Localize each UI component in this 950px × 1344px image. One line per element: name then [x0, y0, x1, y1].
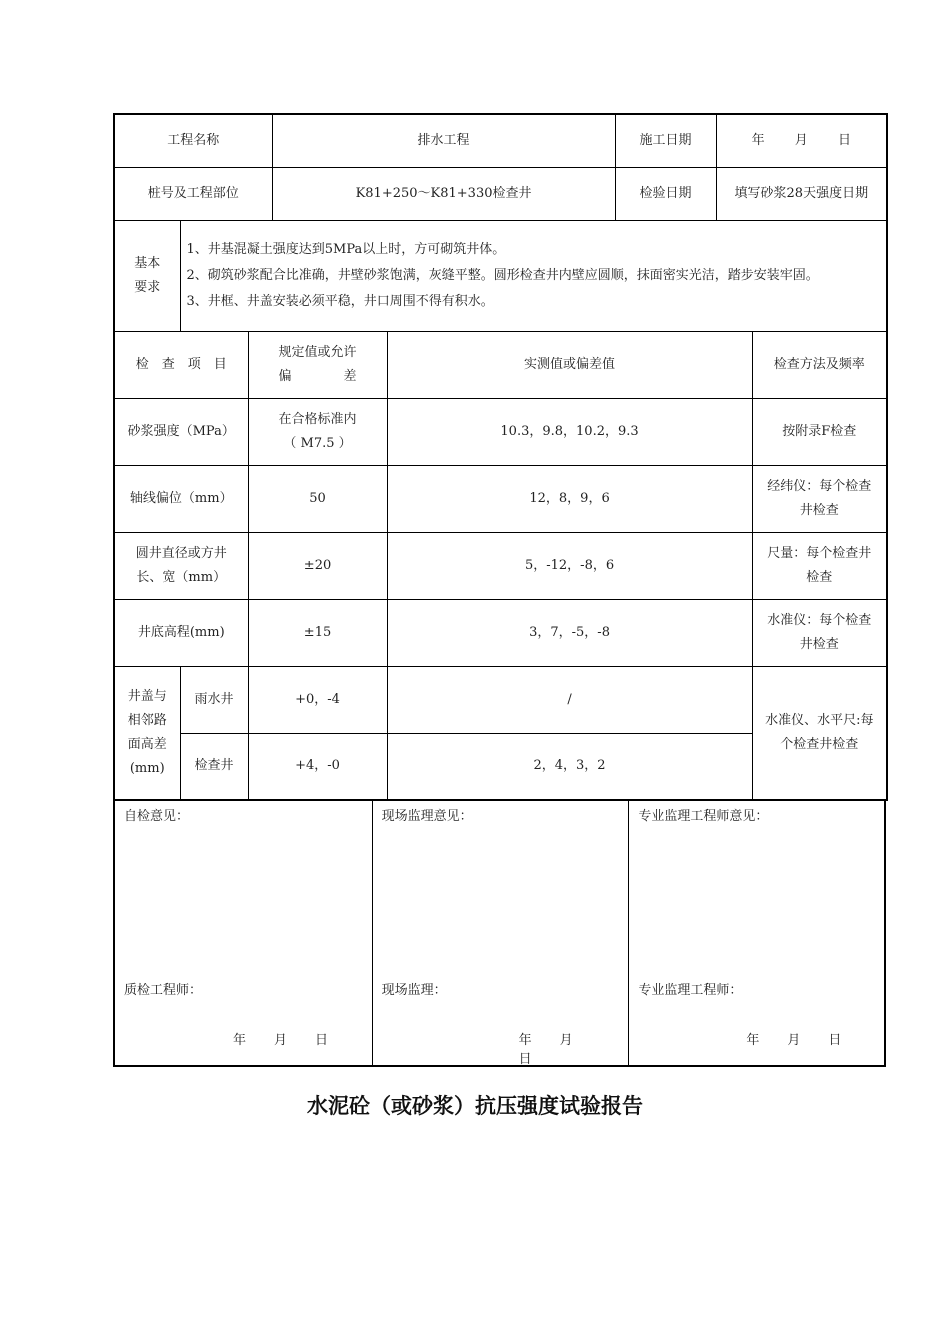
header-method: 检查方法及频率 [752, 331, 887, 398]
row-method-line1: 水准仪：每个检查 [767, 612, 872, 628]
header-spec [248, 331, 387, 398]
row-spec: 50 [248, 465, 387, 532]
opinion-title: 现场监理意见： [381, 809, 473, 824]
row-spec-line1: 在合格标准内 [278, 411, 357, 427]
cover-method-line2: 个检查井检查 [780, 736, 859, 752]
self-check-opinion [115, 801, 372, 1065]
cover-method-line1: 水准仪、水平尺:每 [765, 712, 874, 728]
row-item: 砂浆强度（MPa） [114, 398, 248, 465]
station-label: 桩号及工程部位 [114, 167, 272, 220]
requirements-label-line1: 基本 [134, 255, 161, 271]
row-method-line2: 检查 [806, 569, 833, 585]
table-row [114, 666, 887, 733]
cover-measured: / [387, 666, 752, 733]
cover-label-line: 井盖与 [127, 688, 167, 704]
specialist-engineer-opinion [628, 801, 884, 1065]
requirements-label-line2: 要求 [134, 279, 161, 295]
project-name-label: 工程名称 [114, 114, 272, 167]
inspection-date-label: 检验日期 [615, 167, 716, 220]
table-row [114, 465, 887, 532]
cover-group-label [114, 666, 180, 800]
date-year: 年 [233, 1033, 247, 1048]
opinion-date [746, 1029, 869, 1048]
date-year: 年 [746, 1033, 760, 1048]
header-spec-line2: 偏 差 [278, 368, 357, 384]
opinions-section [113, 800, 886, 1067]
cover-spec: +0，-4 [248, 666, 387, 733]
requirements-content [180, 220, 887, 331]
date-month: 月 [559, 1033, 573, 1048]
row-method-line1: 经纬仪：每个检查 [767, 478, 872, 494]
date-month: 月 [787, 1033, 801, 1048]
header-spec-line1: 规定值或允许 [278, 344, 357, 360]
row-method-line1: 尺量：每个检查井 [767, 545, 872, 561]
table-row [114, 398, 887, 465]
requirement-item: 3、井框、井盖安装必须平稳，井口周围不得有积水。 [186, 293, 494, 309]
row-method [752, 599, 887, 666]
row-spec: ±15 [248, 599, 387, 666]
date-day: 日 [315, 1033, 329, 1048]
cover-method [752, 666, 887, 800]
row-measured: 5，-12，-8，6 [387, 532, 752, 599]
row-method-line2: 井检查 [799, 636, 839, 652]
construction-date-value [716, 114, 887, 167]
opinion-title: 专业监理工程师意见： [638, 809, 769, 824]
date-day: 日 [518, 1052, 532, 1067]
cover-type: 雨水井 [180, 666, 248, 733]
cover-type: 检查井 [180, 733, 248, 800]
cover-label-line: 相邻路 [127, 712, 167, 728]
date-day: 日 [837, 132, 851, 148]
opinion-date [233, 1029, 356, 1048]
opinion-title: 自检意见： [124, 809, 190, 824]
opinion-date [519, 1029, 629, 1067]
opinion-signer: 现场监理： [381, 983, 447, 998]
cover-label-line: (mm) [129, 760, 165, 776]
station-value: K81+250～K81+330检查井 [272, 167, 615, 220]
row-item: 轴线偏位（mm） [114, 465, 248, 532]
date-month: 月 [794, 132, 808, 148]
row-method [752, 532, 887, 599]
construction-date-label: 施工日期 [615, 114, 716, 167]
row-item-line1: 圆井直径或方井 [135, 545, 227, 561]
cover-label-line: 面高差 [127, 736, 167, 752]
cover-measured: 2，4，3，2 [387, 733, 752, 800]
row-item [114, 532, 248, 599]
row-method-line2: 井检查 [799, 502, 839, 518]
requirement-item: 1、井基混凝土强度达到5MPa以上时，方可砌筑井体。 [186, 241, 506, 257]
report-title: 水泥砼（或砂浆）抗压强度试验报告 [307, 1094, 643, 1118]
row-spec [248, 398, 387, 465]
row-measured: 3，7，-5，-8 [387, 599, 752, 666]
requirements-label [114, 220, 180, 331]
row-item-line2: 长、宽（mm） [136, 569, 227, 585]
row-spec-line2: （ M7.5 ） [283, 435, 352, 451]
inspection-date-value: 填写砂浆28天强度日期 [716, 167, 887, 220]
opinion-signer: 专业监理工程师： [638, 983, 743, 998]
row-measured: 12，8，9，6 [387, 465, 752, 532]
date-year: 年 [518, 1033, 532, 1048]
row-measured: 10.3，9.8，10.2，9.3 [387, 398, 752, 465]
inspection-form-table [113, 113, 888, 801]
project-name-value: 排水工程 [272, 114, 615, 167]
site-supervision-opinion [372, 801, 629, 1065]
table-row [114, 532, 887, 599]
row-method: 按附录F检查 [752, 398, 887, 465]
requirement-item: 2、砌筑砂浆配合比准确，井壁砂浆饱满，灰缝平整。圆形检查井内壁应圆顺，抹面密实光洁，踏步安装牢固。 [186, 267, 819, 283]
date-day: 日 [828, 1033, 842, 1048]
row-item: 井底高程(mm) [114, 599, 248, 666]
row-method [752, 465, 887, 532]
header-item: 检 查 项 目 [114, 331, 248, 398]
table-row [114, 599, 887, 666]
header-measured: 实测值或偏差值 [387, 331, 752, 398]
opinion-signer: 质检工程师： [124, 983, 203, 998]
cover-spec: +4，-0 [248, 733, 387, 800]
row-spec: ±20 [248, 532, 387, 599]
date-year: 年 [751, 132, 765, 148]
date-month: 月 [274, 1033, 288, 1048]
